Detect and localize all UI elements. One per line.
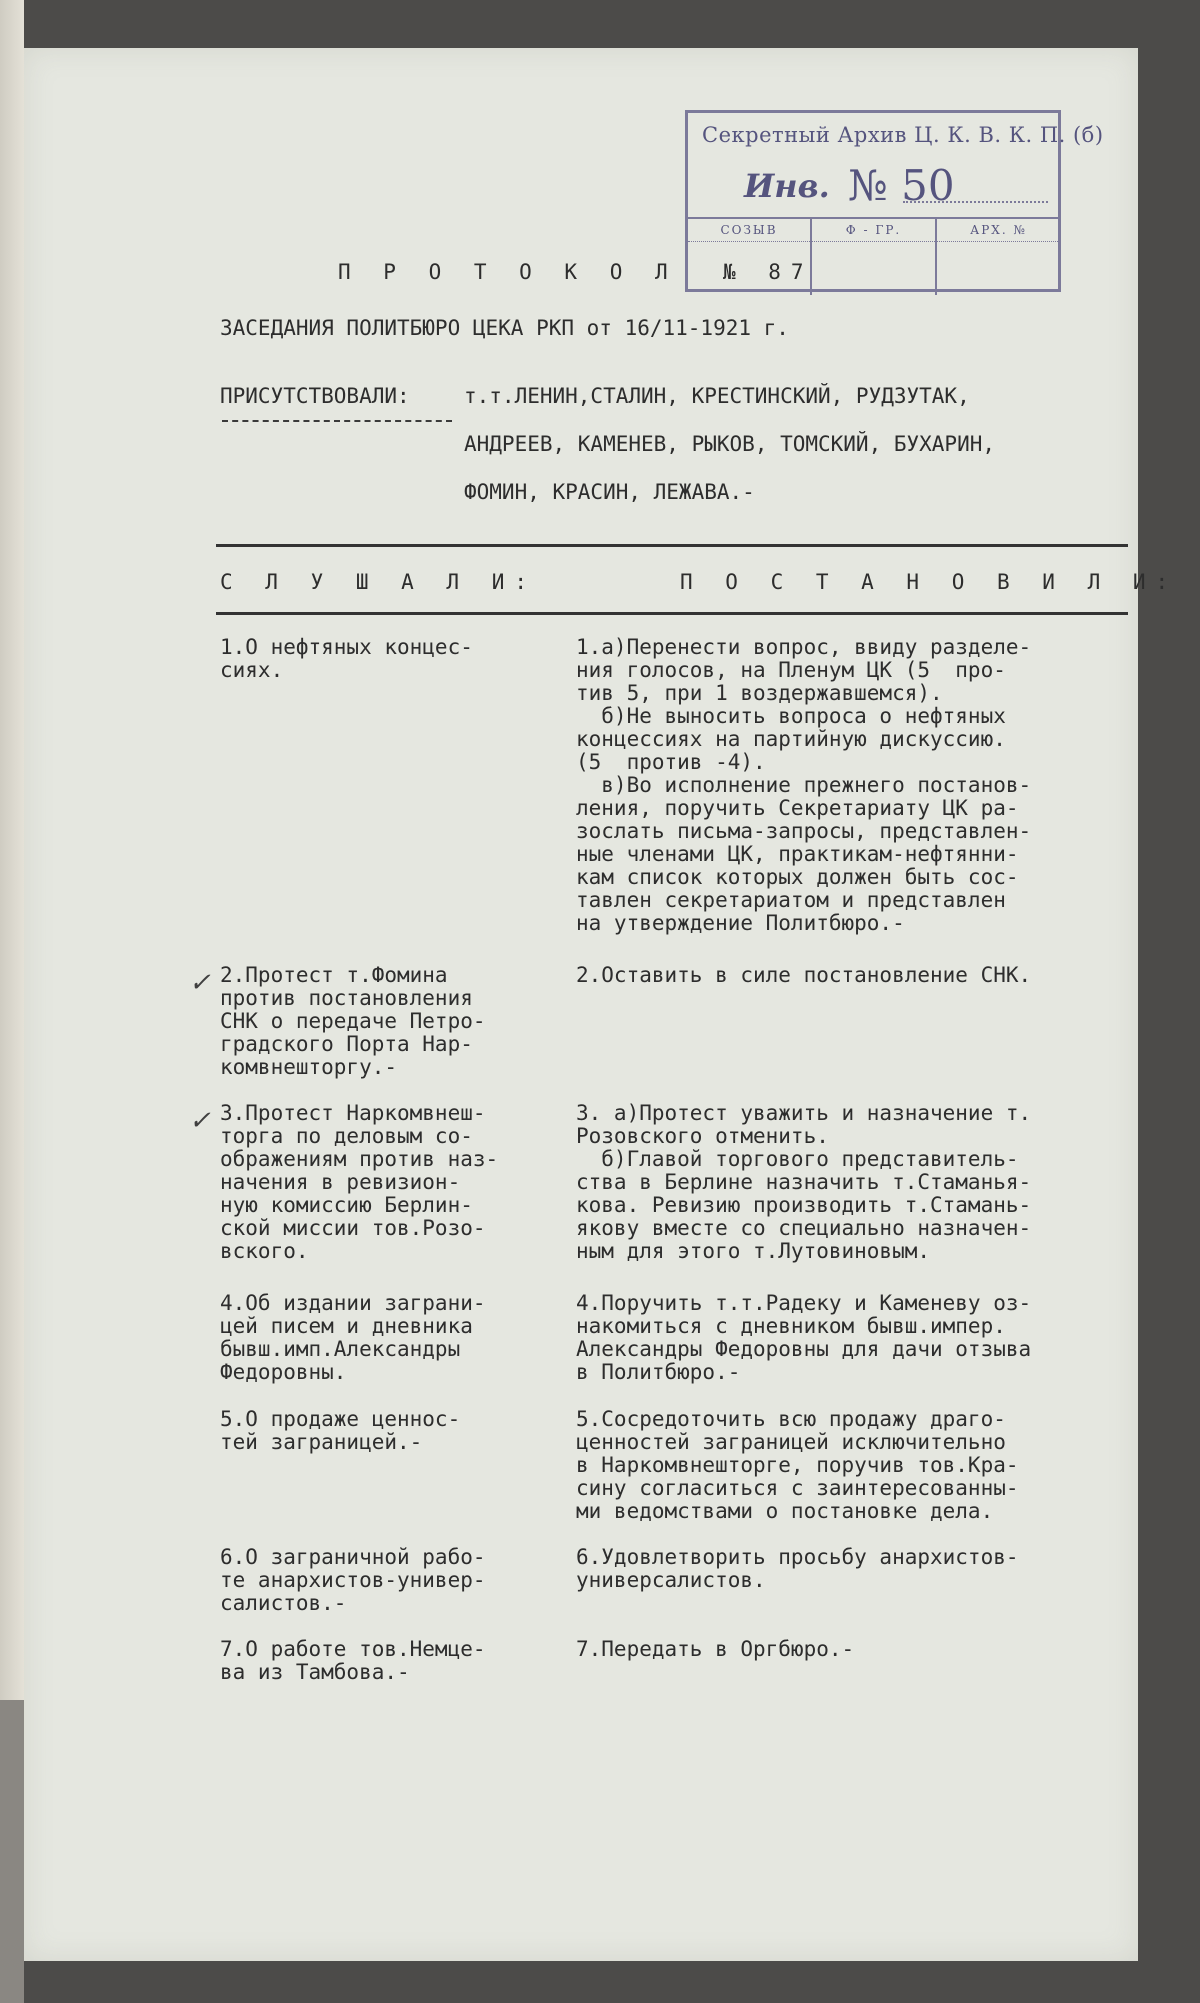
stamp-cell-divider <box>937 241 1060 242</box>
item-2-heard: 2.Протест т.Фомина против постановления СНК о передаче Петро- градского Порта Нар- комвнешторгу.- <box>220 963 486 1079</box>
item-7-resolved: 7.Передать в Оргбюро.- <box>576 1637 855 1661</box>
stamp-cell-fund <box>810 219 935 295</box>
item-4-heard: 4.Об издании заграни- цей писем и дневника бывш.имп.Александры Федоровны. <box>220 1291 486 1384</box>
item-5-resolved: 5.Сосредоточить всю продажу драго- ценностей заграницей исключительно в Наркомвнешторге, поручив тов.Кра- сину согласиться с заинтересованны- ми ведомствами о постановке дела. <box>576 1407 1019 1523</box>
item-3-resolved: 3. а)Протест уважить и назначение т. Розовского отменить. б)Главой торгового представитель- ства в Берлине назначить т.Стаманья- кова. Ревизию производить т.Стамань- якову вместе со специально назначен- ным для этого т.Лутовиновым. <box>576 1101 1032 1263</box>
protocol-subtitle: ЗАСЕДАНИЯ ПОЛИТБЮРО ЦЕКА РКП от 16/11-1921 г. <box>220 316 789 340</box>
protocol-title: П Р О Т О К О Л № 87 <box>338 260 814 284</box>
stamp-col-archive-number: АРХ. № <box>970 223 1027 237</box>
stamp-archive-title: Секретный Архив Ц. К. В. К. П. (б) <box>702 123 1104 147</box>
stamp-col-convocation: СОЗЫВ <box>720 223 778 237</box>
stamp-cell-archive-number <box>935 219 1060 295</box>
stamp-cell-divider <box>812 241 935 242</box>
item-3-heard: 3.Протест Наркомвнеш- торга по деловым со- ображениям против наз- начения в ревизион- ную комиссию Берлин- ской миссии тов.Розо- вского. <box>220 1101 499 1263</box>
stamp-dotted-line <box>903 201 1048 203</box>
header-rule-top <box>216 544 1128 547</box>
item-7-heard: 7.О работе тов.Немце- ва из Тамбова.- <box>220 1637 486 1684</box>
item-4-resolved: 4.Поручить т.т.Радеку и Каменеву оз- накомиться с дневником бывш.импер. Александры Федоровны для дачи отзыва в Политбюро.- <box>576 1291 1032 1384</box>
stamp-inventory-label: Инв. <box>744 167 830 205</box>
margin-check-mark: ✓ <box>189 1106 211 1136</box>
attendance-line-2: АНДРЕЕВ, КАМЕНЕВ, РЫКОВ, ТОМСКИЙ, БУХАРИН, <box>464 432 996 456</box>
column-header-resolved: П О С Т А Н О В И Л И: <box>680 570 1179 594</box>
header-rule-bottom <box>216 612 1128 615</box>
item-6-heard: 6.О заграничной рабо- те анархистов-универ- салистов.- <box>220 1545 486 1615</box>
item-6-resolved: 6.Удовлетворить просьбу анархистов- универсалистов. <box>576 1545 1019 1592</box>
attendance-line-3: ФОМИН, КРАСИН, ЛЕЖАВА.- <box>464 480 755 504</box>
item-1-heard: 1.О нефтяных концес- сиях. <box>220 635 473 682</box>
stamp-col-fund: Ф - ГР. <box>845 223 902 237</box>
protocol-page <box>24 48 1179 1961</box>
attendance-label-underline <box>222 420 452 422</box>
stamp-cell-divider <box>688 241 810 242</box>
margin-check-mark: ✓ <box>189 968 211 998</box>
item-1-resolved: 1.а)Перенести вопрос, ввиду разделе- ния голосов, на Пленум ЦК (5 про- тив 5, при 1 воздержавшемся). б)Не выносить вопроса о нефтяных концессиях на партийную дискуссию. (5 против -4). в)Во исполнение прежнего постанов- ления, поручить Секретариату ЦК ра- зослать письма-запросы, представлен- ные членами ЦК, практикам-нефтянни- кам список которых должен быть сос- тавлен секретариатом и представлен на утверждение Политбюро.- <box>576 635 1032 935</box>
item-2-resolved: 2.Оставить в силе постановление СНК. <box>576 963 1032 987</box>
attendance-label: ПРИСУТСТВОВАЛИ: <box>220 384 410 408</box>
binding-shadow <box>0 1700 24 2003</box>
stamp-inventory-number: № 50 <box>848 161 955 210</box>
column-header-heard: С Л У Ш А Л И: <box>220 570 538 594</box>
item-5-heard: 5.О продаже ценнос- тей заграницей.- <box>220 1407 461 1454</box>
attendance-line-1: т.т.ЛЕНИН,СТАЛИН, КРЕСТИНСКИЙ, РУДЗУТАК, <box>464 384 970 408</box>
